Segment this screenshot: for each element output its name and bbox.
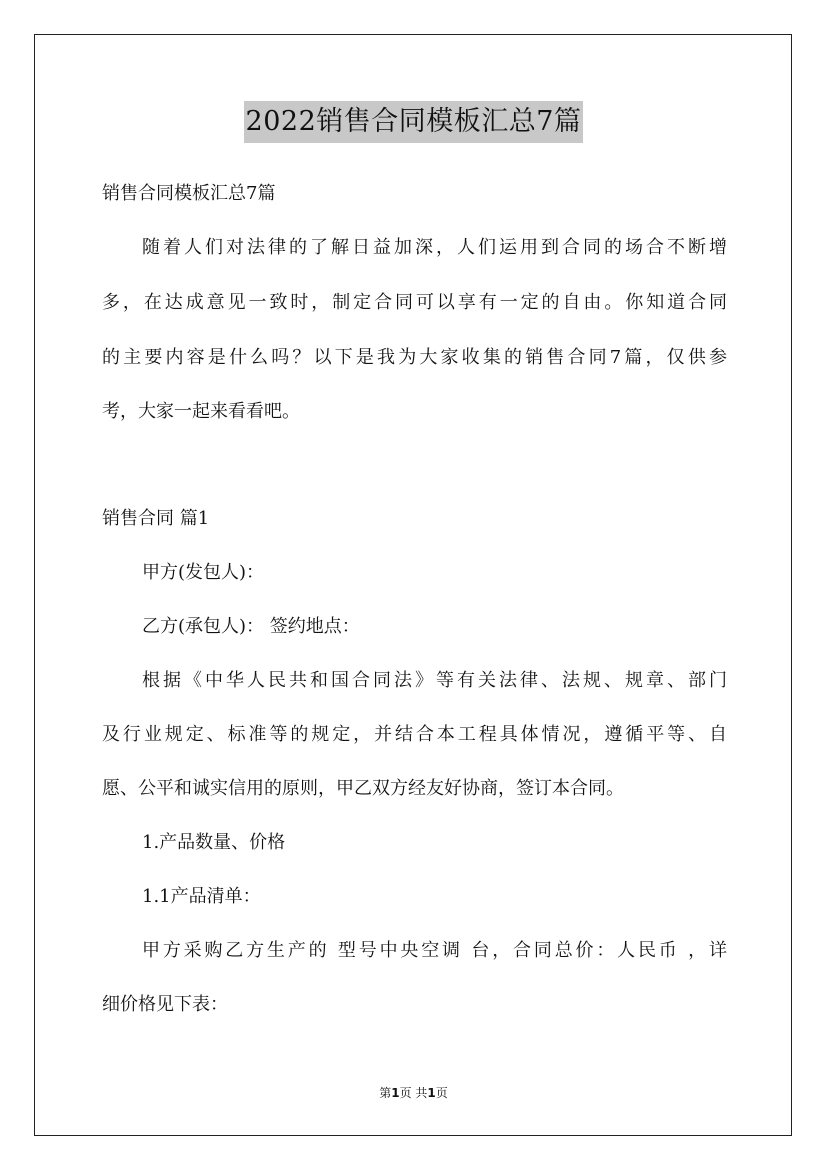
footer-page-mid: 页 共: [399, 1086, 428, 1100]
intro-line-3: 的主要内容是什么吗？以下是我为大家收集的销售合同7篇，仅供参: [102, 347, 727, 368]
document-title: [0, 100, 827, 143]
purchase-line-1: 甲方采购乙方生产的 型号中央空调 台，合同总价：人民币 ，详: [142, 940, 727, 961]
document-title-text: 2022销售合同模板汇总7篇: [244, 101, 584, 143]
basis-line-3: 愿、公平和诚实信用的原则，甲乙双方经友好协商，签订本合同。: [102, 778, 624, 799]
intro-line-4: 考，大家一起来看看吧。: [102, 401, 300, 422]
footer-page-current: 1: [391, 1086, 400, 1100]
document-subtitle: 销售合同模板汇总7篇: [102, 183, 276, 204]
section-heading: 销售合同 篇1: [102, 508, 210, 529]
intro-line-1: 随着人们对法律的了解日益加深，人们运用到合同的场合不断增: [142, 237, 727, 258]
footer-page-prefix: 第: [379, 1086, 392, 1100]
clause-1-heading: 1.产品数量、价格: [142, 832, 286, 853]
purchase-line-2: 细价格见下表：: [102, 994, 228, 1015]
party-b-label: 乙方(承包人)： 签约地点：: [142, 616, 360, 637]
basis-line-2: 及行业规定、标准等的规定，并结合本工程具体情况，遵循平等、自: [102, 724, 727, 745]
intro-line-2: 多，在达成意见一致时，制定合同可以享有一定的自由。你知道合同: [102, 292, 727, 313]
footer-page-total: 1: [427, 1086, 436, 1100]
page-footer: [0, 1084, 827, 1101]
party-a-label: 甲方(发包人)：: [142, 562, 265, 583]
basis-line-1: 根据《中华人民共和国合同法》等有关法律、法规、规章、部门: [142, 670, 727, 691]
clause-1-1-heading: 1.1产品清单：: [142, 886, 261, 907]
footer-page-suffix: 页: [435, 1086, 448, 1100]
